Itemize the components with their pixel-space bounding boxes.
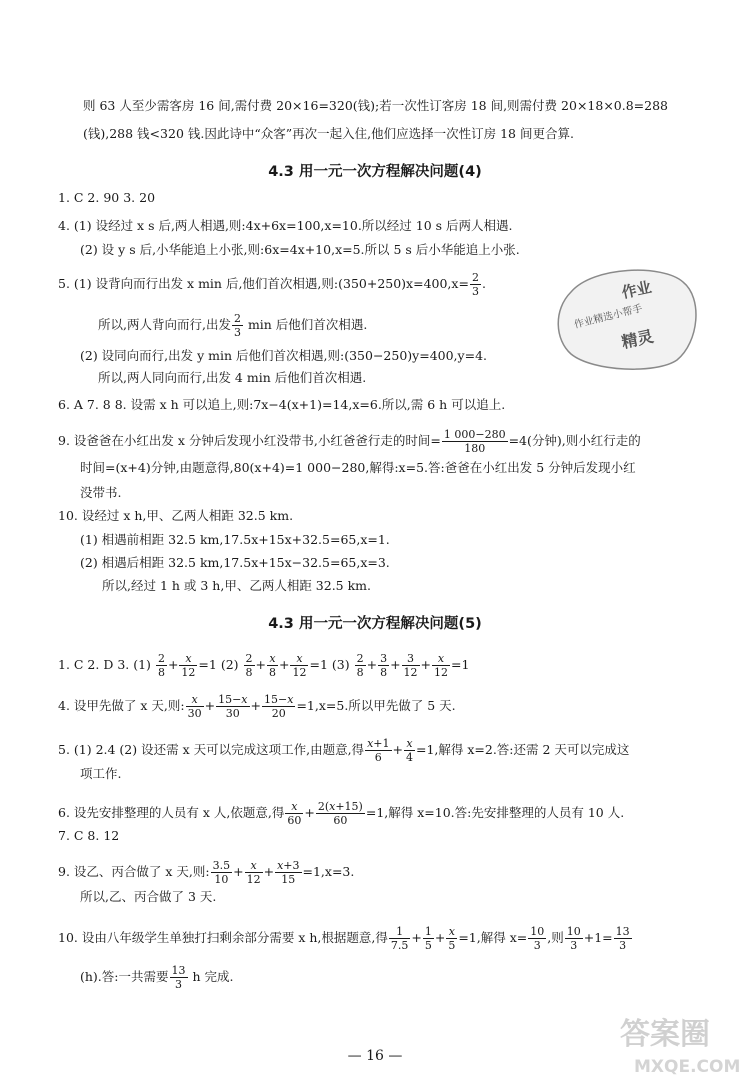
fraction: $\frac{x}{5}$: [448, 925, 456, 952]
answer-text: =1,解得 x=2.答:还需 2 天可以完成这: [415, 742, 630, 757]
fraction: $\frac{x}{30}$: [187, 693, 202, 720]
section-heading: 4.3 用一元一次方程解决问题(4): [268, 164, 482, 180]
answer-text: h 完成.: [192, 969, 234, 984]
answer-line: [80, 964, 233, 991]
svg-text:精灵: 精灵: [619, 326, 656, 352]
fraction: $\frac{x}{60}$: [287, 800, 302, 827]
answer-line: (2) 设同向而行,出发 y min 后他们首次相遇,则:(350−250)y=400,y=4.: [80, 348, 487, 363]
answer-line: 9. 设乙、丙合做了 x 天,则: $\frac{3.5}{10}$ + $\frac{x}{12}$ + $\frac{x+3}{15}$ =1,x=3.: [58, 859, 355, 886]
answer-line: 没带书.: [80, 485, 122, 500]
answer-line: (2) 相遇后相距 32.5 km,17.5x+15x−32.5=65,x=3.: [80, 555, 390, 570]
watermark-logo: [616, 1004, 744, 1080]
answer-line: 4. (1) 设经过 x s 后,两人相遇,则:4x+6x=100,x=10.所以经过 10 s 后两人相遇.: [58, 218, 513, 233]
answer-text: 5. (1) 2.4 (2) 设还需 x 天可以完成这项工作,由题意,得: [58, 742, 365, 757]
fraction: $\frac{x+1}{6}$: [367, 737, 390, 764]
fraction: $\frac{2}{3}$: [471, 271, 479, 298]
fraction: $\frac{x}{12}$: [292, 652, 307, 679]
answer-text: ,则: [547, 930, 564, 945]
answer-text: 所以,两人背向而行,出发: [98, 317, 231, 332]
fraction: $\frac{x+3}{15}$: [277, 859, 300, 886]
fraction: $\frac{2(x+15)}{60}$: [317, 800, 363, 827]
answer-line: [98, 312, 367, 339]
fraction: $\frac{3}{12}$: [403, 652, 418, 679]
answer-line: 10. 设经过 x h,甲、乙两人相距 32.5 km.: [58, 508, 294, 523]
fraction: $\frac{2}{8}$: [245, 652, 253, 679]
answer-text: (h).答:一共需要: [80, 969, 169, 984]
svg-text:作业: 作业: [620, 278, 654, 302]
answer-line: 时间=(x+4)分钟,由题意得,80(x+4)=1 000−280,解得:x=5.答:爸爸在小红出发 5 分钟后发现小红: [80, 460, 636, 475]
page-number: — 16 —: [347, 1048, 403, 1064]
fraction: $\frac{2}{8}$: [356, 652, 364, 679]
answer-text: =1: [451, 657, 470, 672]
answer-line: 5. (1) 设背向而行出发 x min 后,他们首次相遇,则:(350+250)x=400,x= $\frac{2}{3}$ .: [58, 271, 486, 298]
fraction: $\frac{1}{5}$: [424, 925, 432, 952]
fraction: $\frac{1}{7.5}$: [390, 925, 409, 952]
fraction: $\frac{10}{3}$: [530, 925, 545, 952]
fraction: $\frac{2}{8}$: [157, 652, 165, 679]
answer-text: =1,x=5.所以甲先做了 5 天.: [296, 698, 456, 713]
fraction: $\frac{x}{12}$: [246, 859, 261, 886]
svg-text:答案圈: 答案圈: [620, 1017, 710, 1052]
answer-line: [58, 428, 641, 455]
svg-text:作业精选小帮手: 作业精选小帮手: [573, 303, 644, 331]
answer-text: 5. (1) 设背向而行出发 x min 后,他们首次相遇,则:(350+250)x=400,x=: [58, 276, 469, 291]
answer-line: 则 63 人至少需客房 16 间,需付费 20×16=320(钱);若一次性订客房 18 间,则需付费 20×18×0.8=288: [83, 98, 669, 113]
answer-text: min 后他们首次相遇.: [247, 317, 368, 332]
answer-text: 1. C 2. D 3. (1): [58, 657, 151, 672]
answer-text: =1 (3): [309, 657, 350, 672]
answer-line: 1. C 2. 90 3. 20: [58, 190, 156, 205]
answer-line: 所以,乙、丙合做了 3 天.: [80, 889, 217, 904]
fraction: $\frac{15-x}{20}$: [264, 693, 294, 720]
fraction: $\frac{15-x}{30}$: [218, 693, 248, 720]
answer-line: 所以,两人同向而行,出发 4 min 后他们首次相遇.: [98, 370, 367, 385]
fraction: $\frac{13}{3}$: [615, 925, 630, 952]
answer-line: (1) 相遇前相距 32.5 km,17.5x+15x+32.5=65,x=1.: [80, 532, 390, 547]
stamp-seal: [553, 262, 703, 374]
answer-text: =4(分钟),则小红行走的: [508, 433, 641, 448]
answer-line: 所以,经过 1 h 或 3 h,甲、乙两人相距 32.5 km.: [102, 578, 372, 593]
answer-text: 9. 设爸爸在小红出发 x 分钟后发现小红没带书,小红爸爸行走的时间=: [58, 433, 441, 448]
answer-line: (2) 设 y s 后,小华能追上小张,则:6x=4x+10,x=5.所以 5 s 后小华能追上小张.: [80, 242, 520, 257]
answer-text: 6. 设先安排整理的人员有 x 人,依题意,得: [58, 805, 285, 820]
fraction: $\frac{2}{3}$: [233, 312, 241, 339]
fraction: $\frac{x}{12}$: [181, 652, 196, 679]
section-heading: 4.3 用一元一次方程解决问题(5): [268, 616, 482, 632]
answer-line: 1. C 2. D 3. (1) $\frac{2}{8}$ + $\frac{x}{12}$ =1 (2) $\frac{2}{8}$ + $\frac{x}{8}$ + $\frac{x}{12}$ =1 (3) $\frac{2}{8}$ + $\frac{3}{8}$ + $\frac{3}{12}$ + $\frac{x}{12}$ =1: [58, 652, 470, 679]
answer-line: (钱),288 钱<320 钱.因此诗中“众客”再次一起入住,他们应选择一次性订房 18 间更合算.: [83, 126, 574, 141]
answer-text: 9. 设乙、丙合做了 x 天,则:: [58, 864, 210, 879]
answer-text: =1,x=3.: [302, 864, 355, 879]
fraction: $\frac{13}{3}$: [171, 964, 186, 991]
answer-line: 10. 设由八年级学生单独打扫剩余部分需要 x h,根据题意,得 $\frac{1}{7.5}$ + $\frac{1}{5}$ + $\frac{x}{5}$ =1,解得 x= $\frac{10}{3}$ ,则 $\frac{10}{3}$ +1= $\frac{13}{3}$: [58, 925, 630, 952]
answer-line: 5. (1) 2.4 (2) 设还需 x 天可以完成这项工作,由题意,得 $\frac{x+1}{6}$ + $\frac{x}{4}$ =1,解得 x=2.答:还需 2 天可以完成这: [58, 737, 630, 764]
answer-text: 4. 设甲先做了 x 天,则:: [58, 698, 185, 713]
answer-line: 4. 设甲先做了 x 天,则: $\frac{x}{30}$ + $\frac{15-x}{30}$ + $\frac{15-x}{20}$ =1,x=5.所以甲先做了 5 天.: [58, 693, 456, 720]
answer-line: 项工作.: [80, 766, 122, 781]
fraction: $\frac{x}{8}$: [269, 652, 276, 679]
fraction: $\frac{x}{4}$: [405, 737, 413, 764]
answer-text: =1 (2): [198, 657, 239, 672]
fraction: $\frac{3.5}{10}$: [212, 859, 231, 886]
answer-line: 7. C 8. 12: [58, 828, 120, 843]
fraction: $\frac{3}{8}$: [380, 652, 388, 679]
answer-line: 6. A 7. 8 8. 设需 x h 可以追上,则:7x−4(x+1)=14,x=6.所以,需 6 h 可以追上.: [58, 397, 506, 412]
fraction: $\frac{1 000-280}{180}$: [443, 428, 506, 455]
answer-text: =1,解得 x=10.答:先安排整理的人员有 10 人.: [365, 805, 625, 820]
answer-line: 6. 设先安排整理的人员有 x 人,依题意,得 $\frac{x}{60}$ + $\frac{2(x+15)}{60}$ =1,解得 x=10.答:先安排整理的人员有 10 人.: [58, 800, 625, 827]
fraction: $\frac{10}{3}$: [566, 925, 581, 952]
answer-text: =1,解得 x=: [458, 930, 528, 945]
svg-text:MXQE.COM: MXQE.COM: [634, 1057, 741, 1077]
fraction: $\frac{x}{12}$: [434, 652, 449, 679]
answer-text: 10. 设由八年级学生单独打扫剩余部分需要 x h,根据题意,得: [58, 930, 388, 945]
